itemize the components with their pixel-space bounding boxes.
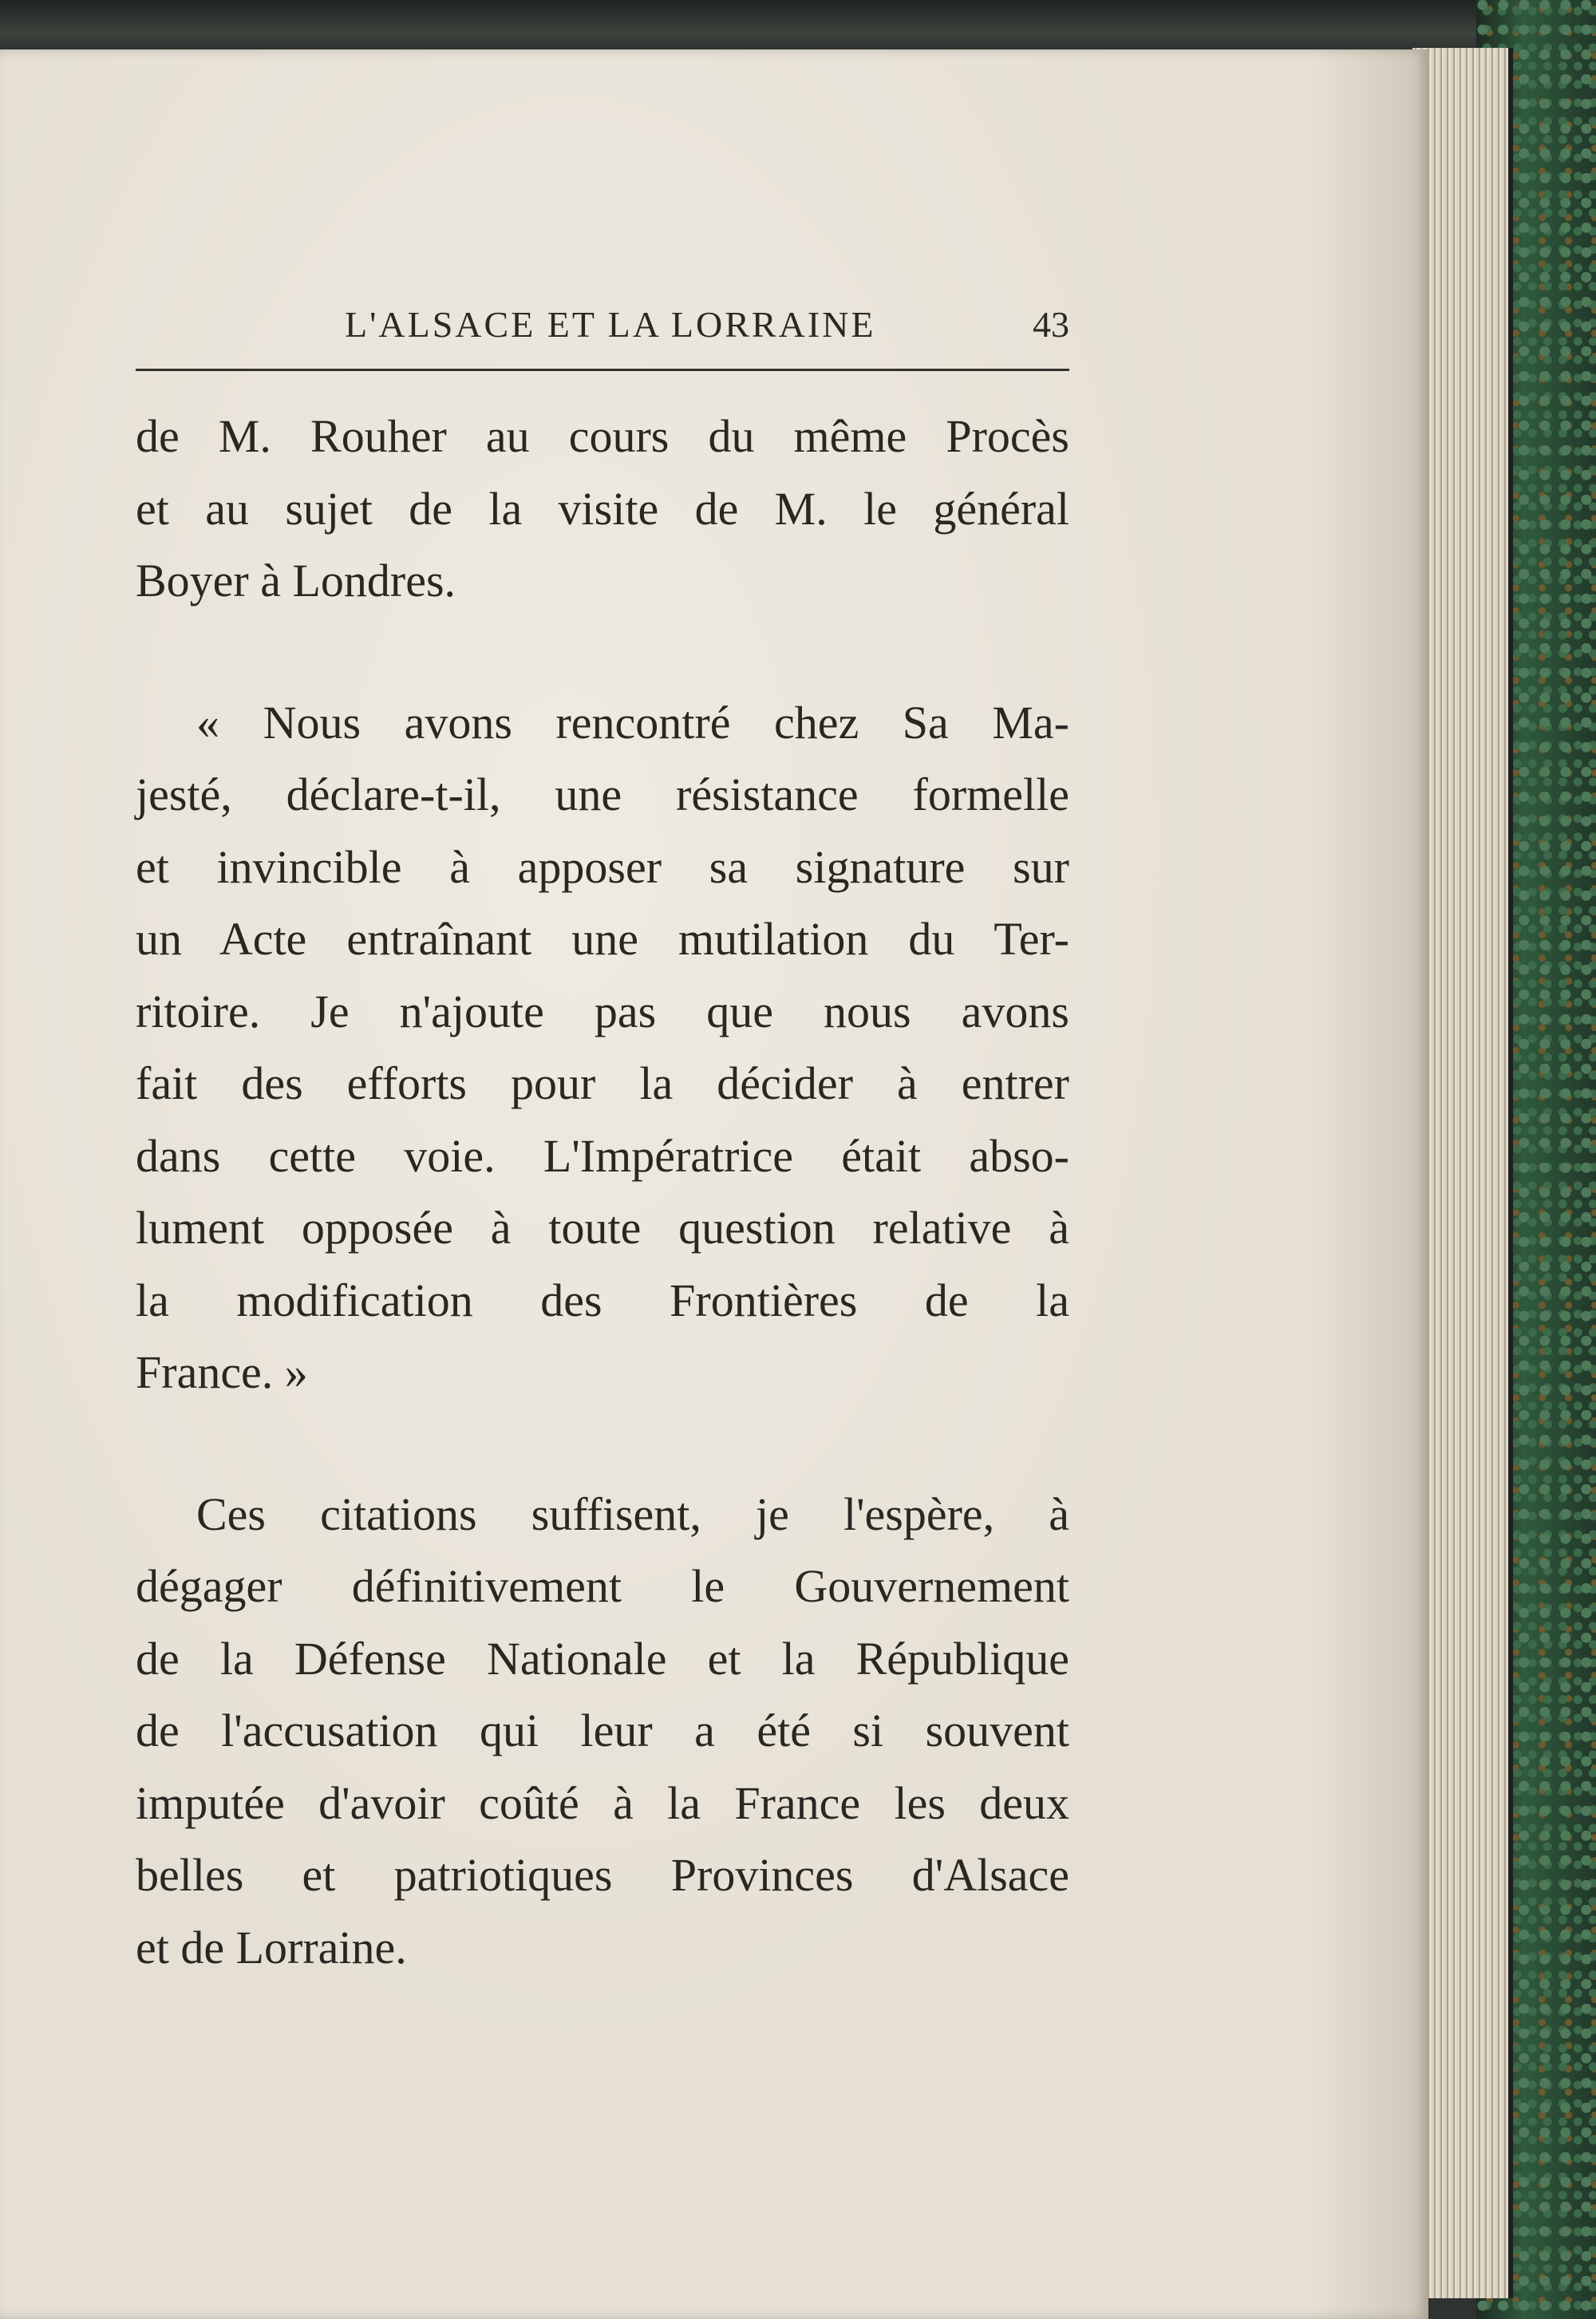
text-line: de l'accusation qui leur a été si souvent [136, 1705, 1069, 1756]
book-top-edge [0, 0, 1596, 56]
text-line: ritoire. Je n'ajoute pas que nous avons [136, 985, 1069, 1037]
text-line: lument opposée à toute question relative à [136, 1202, 1069, 1254]
text-line: jesté, déclare-t-il, une résistance formelle [136, 768, 1069, 820]
text-line: de M. Rouher au cours du même Procès [136, 410, 1069, 462]
paragraph-gap [136, 1409, 1069, 1479]
paragraph [136, 687, 1069, 1409]
text-line: et au sujet de la visite de M. le général [136, 482, 1069, 535]
header-rule [136, 369, 1069, 371]
text-line: belles et patriotiques Provinces d'Alsace [136, 1849, 1069, 1901]
book-page [0, 49, 1428, 2319]
running-head: L'ALSACE ET LA LORRAINE [345, 304, 876, 345]
page-header [136, 303, 1069, 359]
page-number: 43 [1033, 304, 1069, 345]
text-line: dans cette voie. L'Impératrice était abso- [136, 1129, 1069, 1182]
text-line: Ces citations suffisent, je l'espère, à [196, 1487, 1069, 1540]
paragraph [136, 1479, 1069, 1985]
text-line: et de Lorraine. [136, 1921, 407, 1973]
paragraph-gap [136, 618, 1069, 687]
text-line: « Nous avons rencontré chez Sa Ma- [196, 696, 1069, 749]
text-line: la modification des Frontières de la [136, 1274, 1069, 1326]
text-line: imputée d'avoir coûté à la France les deux [136, 1776, 1069, 1829]
text-line: fait des efforts pour la décider à entrer [136, 1057, 1069, 1109]
text-line: et invincible à apposer sa signature sur [136, 840, 1069, 893]
text-line: un Acte entraînant une mutilation du Ter- [136, 913, 1069, 965]
text-line: de la Défense Nationale et la République [136, 1632, 1069, 1685]
text-line: Boyer à Londres. [136, 555, 456, 606]
body-text [136, 401, 1069, 1984]
paragraph [136, 401, 1069, 618]
text-line: France. » [136, 1346, 308, 1398]
text-line: dégager définitivement le Gouvernement [136, 1560, 1069, 1612]
